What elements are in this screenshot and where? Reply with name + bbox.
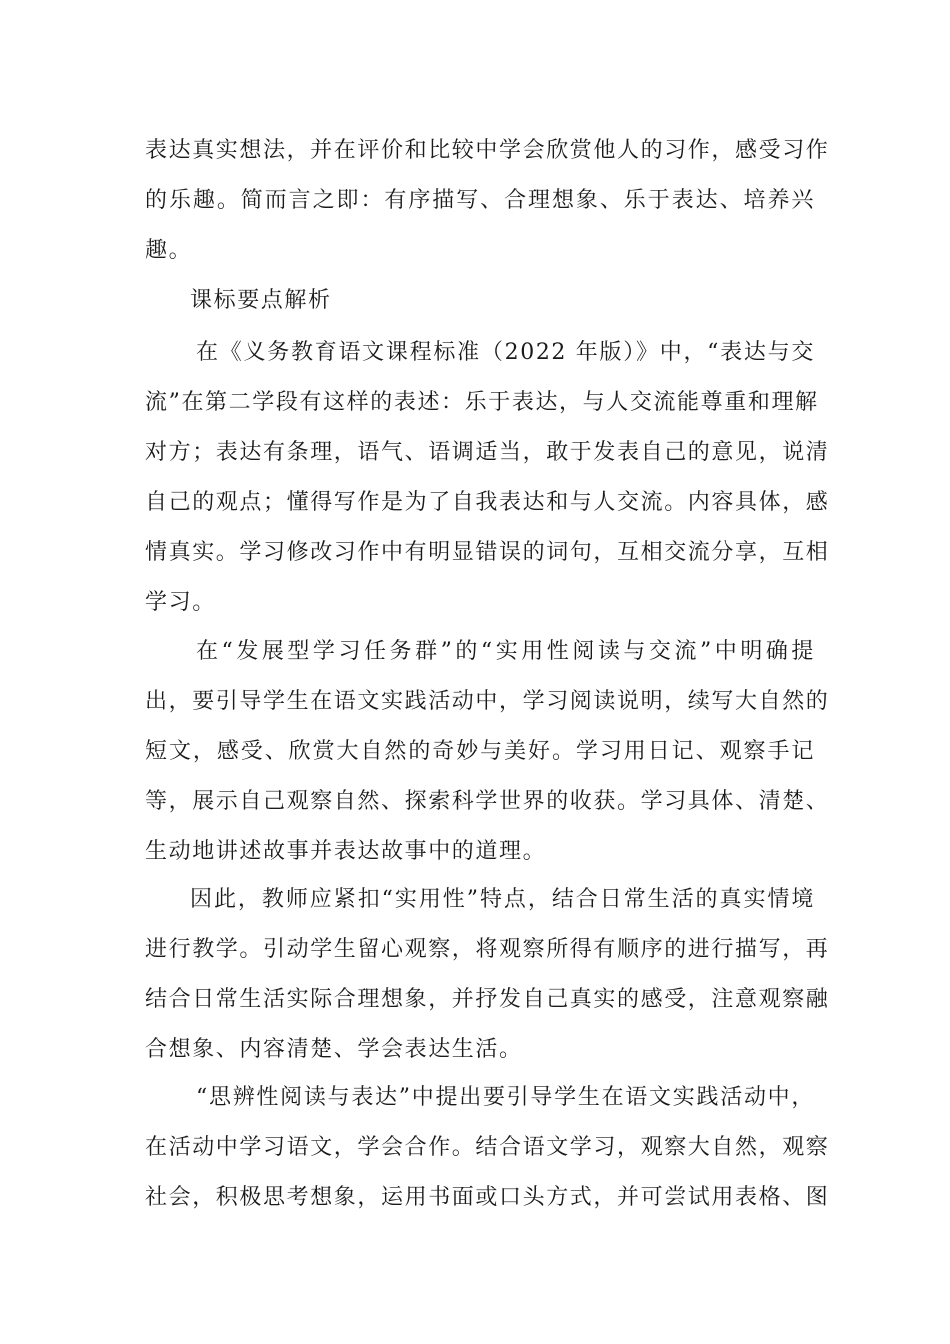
text-line: 短文，感受、欣赏大自然的奇妙与美好。学习用日记、观察手记 (145, 739, 815, 764)
text-line: 在《义务教育语文课程标准（2022 年版）》中，“表达与交 (196, 340, 815, 365)
text-line: 等，展示自己观察自然、探索科学世界的收获。学习具体、清楚、 (145, 789, 830, 814)
text-line: 结合日常生活实际合理想象，并抒发自己真实的感受，注意观察融 (145, 987, 830, 1012)
text-line: 合想象、内容清楚、学会表达生活。 (145, 1037, 523, 1062)
text-line: 趣。 (145, 238, 193, 263)
text-line: 进行教学。引动学生留心观察，将观察所得有顺序的进行描写，再 (145, 937, 830, 962)
text-line: 自己的观点；懂得写作是为了自我表达和与人交流。内容具体，感 (145, 490, 830, 515)
text-line: 对方；表达有条理，语气、语调适当，敢于发表自己的意见，说清 (145, 440, 830, 465)
text-line: 表达真实想法，并在评价和比较中学会欣赏他人的习作，感受习作 (145, 138, 830, 163)
text-line: 在“发展型学习任务群”的“实用性阅读与交流”中明确提 (196, 639, 815, 664)
text-line: 流”在第二学段有这样的表述：乐于表达，与人交流能尊重和理解 (145, 390, 819, 415)
text-line: 情真实。学习修改习作中有明显错误的词句，互相交流分享，互相 (145, 540, 830, 565)
text-line: 学习。 (145, 590, 216, 615)
text-line: 因此，教师应紧扣“实用性”特点，结合日常生活的真实情境 (190, 887, 815, 912)
text-line: 生动地讲述故事并表达故事中的道理。 (145, 839, 547, 864)
text-line: 出，要引导学生在语文实践活动中，学习阅读说明，续写大自然的 (145, 689, 830, 714)
section-heading: 课标要点解析 (190, 288, 332, 313)
text-line: “思辨性阅读与表达”中提出要引导学生在语文实践活动中， (196, 1085, 815, 1110)
text-line: 的乐趣。简而言之即：有序描写、合理想象、乐于表达、培养兴 (145, 188, 815, 213)
text-line: 在活动中学习语文，学会合作。结合语文学习，观察大自然，观察 (145, 1135, 830, 1160)
text-line: 社会，积极思考想象，运用书面或口头方式，并可尝试用表格、图 (145, 1185, 830, 1210)
